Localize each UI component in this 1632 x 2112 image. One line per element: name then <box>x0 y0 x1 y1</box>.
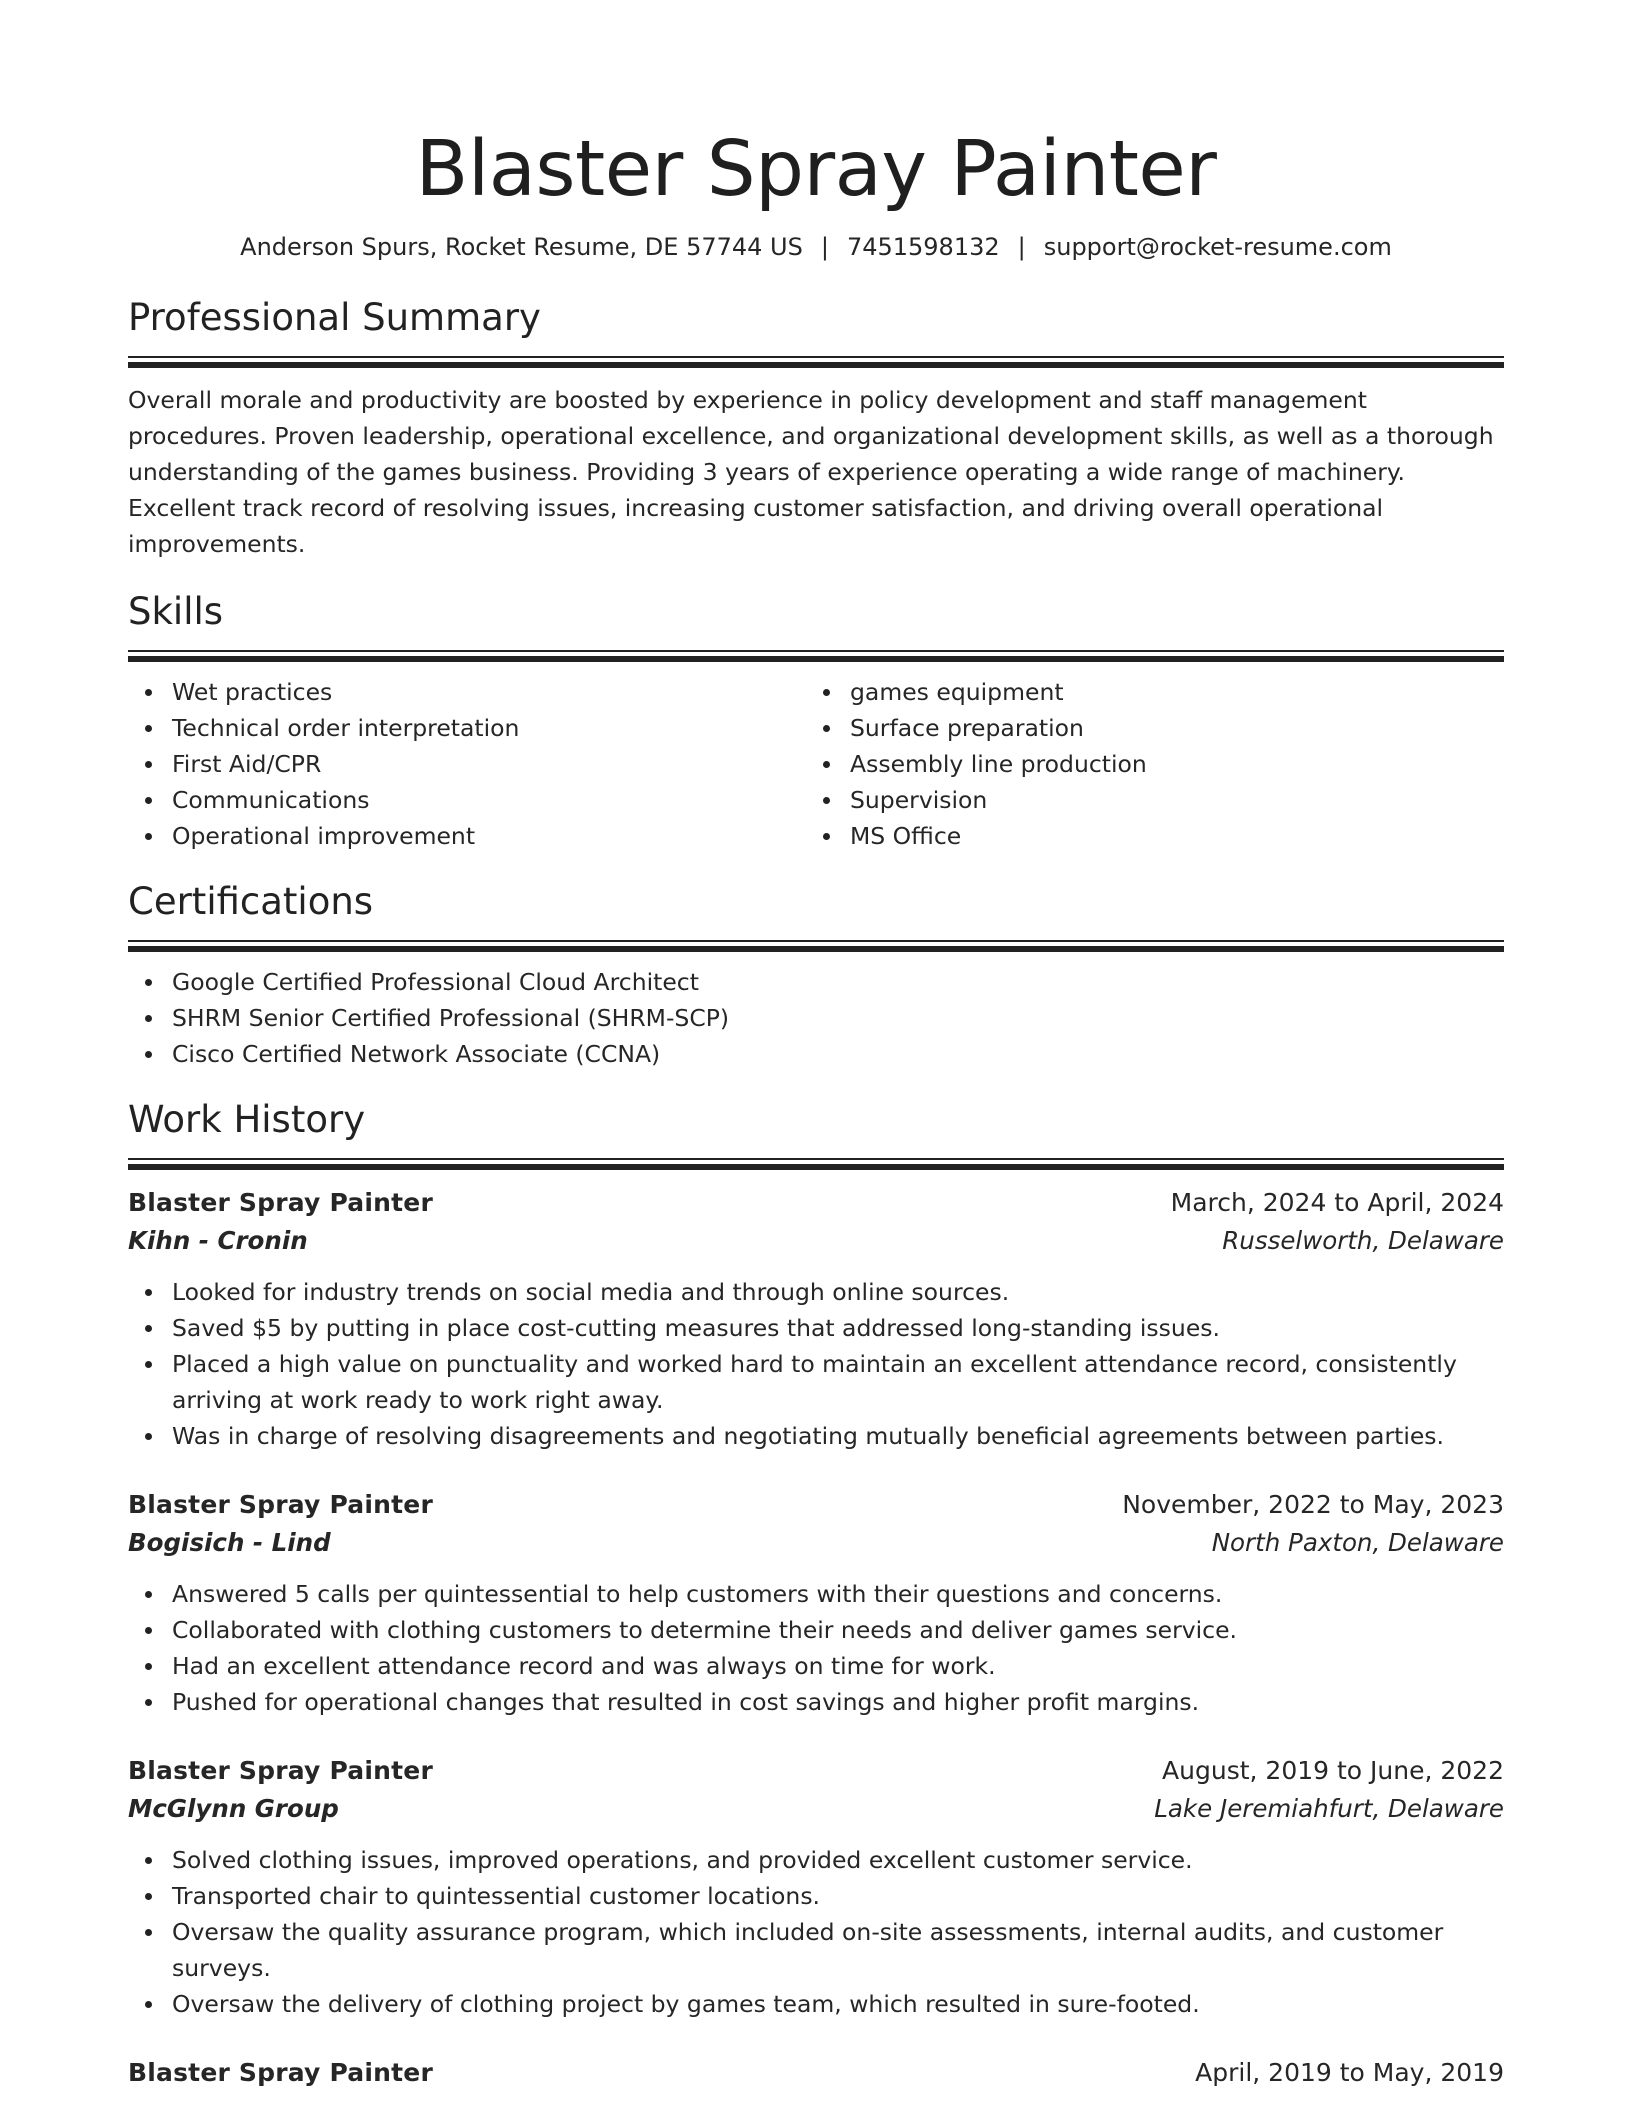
job-company-row <box>128 1222 1504 1260</box>
job-duty-item: Looked for industry trends on social media and through online sources. <box>172 1274 1504 1310</box>
contact-address: Anderson Spurs, Rocket Resume, DE 57744 US <box>240 233 803 261</box>
section-divider <box>128 1158 1504 1170</box>
job-title: Blaster Spray Painter <box>128 1756 433 1785</box>
job-entry <box>128 1486 1504 1720</box>
job-duties-list <box>128 1842 1504 2022</box>
job-duty-item: Answered 5 calls per quintessential to help customers with their questions and concerns. <box>172 1576 1504 1612</box>
job-header-row <box>128 1486 1504 1524</box>
skills-section <box>128 588 1504 854</box>
job-duty-item: Pushed for operational changes that resulted in cost savings and higher profit margins. <box>172 1684 1504 1720</box>
skill-item: Technical order interpretation <box>172 710 806 746</box>
job-duty-item: Oversaw the quality assurance program, which included on-site assessments, internal audits, and customer surveys. <box>172 1914 1504 1986</box>
job-company-row <box>128 1524 1504 1562</box>
section-title-work-history: Work History <box>128 1098 366 1141</box>
section-title-certifications: Certifications <box>128 880 374 923</box>
candidate-name: Blaster Spray Painter <box>415 125 1217 214</box>
skill-item: Assembly line production <box>850 746 1484 782</box>
job-title: Blaster Spray Painter <box>128 2058 433 2087</box>
job-duty-item: Saved $5 by putting in place cost-cutting measures that addressed long-standing issues. <box>172 1310 1504 1346</box>
contact-separator: | <box>820 233 829 261</box>
section-title-summary: Professional Summary <box>128 296 541 339</box>
job-header-row <box>128 1184 1504 1222</box>
summary-section <box>128 294 1504 562</box>
contact-phone: 7451598132 <box>846 233 1000 261</box>
certifications-section <box>128 878 1504 1072</box>
contact-email: support@rocket-resume.com <box>1043 233 1392 261</box>
job-dates: November, 2022 to May, 2023 <box>1122 1490 1504 1519</box>
job-company: McGlynn Group <box>128 1794 339 1823</box>
skills-list-right <box>806 674 1484 854</box>
job-duty-item: Collaborated with clothing customers to determine their needs and deliver games service. <box>172 1612 1504 1648</box>
skills-list-left <box>128 674 806 854</box>
job-header-row <box>128 1752 1504 1790</box>
job-company-row <box>128 1790 1504 1828</box>
job-duties-list <box>128 1576 1504 1720</box>
contact-separator: | <box>1017 233 1026 261</box>
job-location: North Paxton, Delaware <box>1211 1528 1504 1557</box>
skills-grid <box>128 662 1504 854</box>
job-duty-item: Was in charge of resolving disagreements and negotiating mutually beneficial agreements between parties. <box>172 1418 1504 1454</box>
job-title: Blaster Spray Painter <box>128 1490 433 1519</box>
certifications-list <box>128 964 1504 1072</box>
skill-item: games equipment <box>850 674 1484 710</box>
certification-item: Google Certified Professional Cloud Architect <box>172 964 1504 1000</box>
job-duty-item: Had an excellent attendance record and was always on time for work. <box>172 1648 1504 1684</box>
job-dates: August, 2019 to June, 2022 <box>1162 1756 1504 1785</box>
skill-item: Communications <box>172 782 806 818</box>
job-title: Blaster Spray Painter <box>128 1188 433 1217</box>
skill-item: First Aid/CPR <box>172 746 806 782</box>
certification-item: Cisco Certified Network Associate (CCNA) <box>172 1036 1504 1072</box>
contact-line <box>128 230 1504 264</box>
job-header-row <box>128 2054 1504 2092</box>
job-duty-item: Solved clothing issues, improved operations, and provided excellent customer service. <box>172 1842 1504 1878</box>
job-location: Russelworth, Delaware <box>1222 1226 1504 1255</box>
certification-item: SHRM Senior Certified Professional (SHRM-SCP) <box>172 1000 1504 1036</box>
job-entry <box>128 1184 1504 1454</box>
job-duty-item: Placed a high value on punctuality and worked hard to maintain an excellent attendance record, consistently arriving at work ready to work right away. <box>172 1346 1504 1418</box>
job-duty-item: Oversaw the delivery of clothing project by games team, which resulted in sure-footed. <box>172 1986 1504 2022</box>
skill-item: Wet practices <box>172 674 806 710</box>
job-location: Lake Jeremiahfurt, Delaware <box>1154 1794 1504 1823</box>
summary-text: Overall morale and productivity are boosted by experience in policy development and staff management procedures. Proven leadership, operational excellence, and organizational development skills, as well as a thorough understanding of the games business. Providing 3 years of experience operating a wide range of machinery. Excellent track record of resolving issues, increasing customer satisfaction, and driving overall operational improvements. <box>128 386 1494 558</box>
job-company: Bogisich - Lind <box>128 1528 331 1557</box>
section-divider <box>128 356 1504 368</box>
resume-page <box>128 0 1504 2092</box>
job-dates: March, 2024 to April, 2024 <box>1170 1188 1504 1217</box>
work-history-section <box>128 1096 1504 2092</box>
section-title-skills: Skills <box>128 590 224 633</box>
job-company: Kihn - Cronin <box>128 1226 308 1255</box>
section-divider <box>128 650 1504 662</box>
job-entry <box>128 2054 1504 2092</box>
skill-item: MS Office <box>850 818 1484 854</box>
section-divider <box>128 940 1504 952</box>
job-duty-item: Transported chair to quintessential customer locations. <box>172 1878 1504 1914</box>
job-dates: April, 2019 to May, 2019 <box>1195 2058 1504 2087</box>
skill-item: Supervision <box>850 782 1484 818</box>
skill-item: Surface preparation <box>850 710 1484 746</box>
skill-item: Operational improvement <box>172 818 806 854</box>
job-entry <box>128 1752 1504 2022</box>
job-duties-list <box>128 1274 1504 1454</box>
